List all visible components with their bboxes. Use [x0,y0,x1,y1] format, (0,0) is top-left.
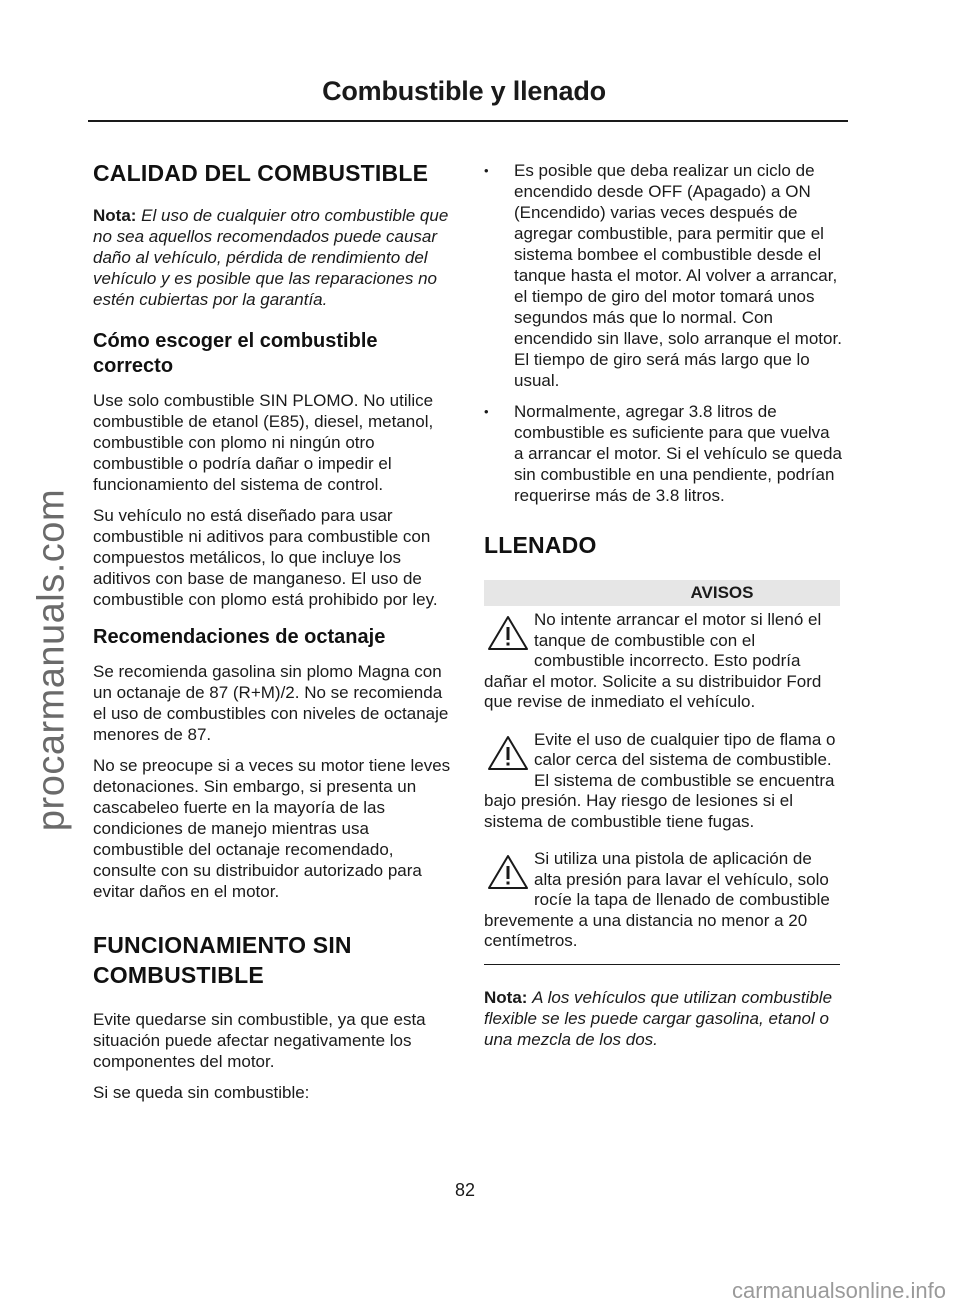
paragraph-sin-plomo: Use solo combustible SIN PLOMO. No utilice combustible de etanol (E85), diesel, metanol, combustible con plomo ni ningún otro combustible o podría dañar o impedir el funcionamiento del sistema de control. [93,391,434,494]
header-divider [88,120,848,122]
aviso-item [484,610,842,713]
page-number: 82 [454,1180,476,1200]
warning-triangle-icon [484,730,534,782]
paragraph-si-se-queda: Si se queda sin combustible: [93,1083,310,1102]
paragraph-detonaciones: No se preocupe si a veces su motor tiene leves detonaciones. Sin embargo, si presenta un cascabeleo fuerte en la mayoría de las condiciones de manejo mientras usa combustible del octanaje recomendado, consulte con su distribuidor autorizado para evitar daños en el motor. [93,756,451,901]
paragraph-aditivos: Su vehículo no está diseñado para usar combustible ni aditivos para combustible con compuestos metálicos, lo que incluye los aditivos con base de manganeso. El uso de combustible con plomo está prohibido por ley. [93,506,438,609]
side-watermark-text: procarmanuals.com [30,488,73,832]
bullet-ciclo-encendido: • Es posible que deba realizar un ciclo de encendido desde OFF (Apagado) a ON (Encendido) varias veces después de agregar combustible, para permitir que el sistema bombee el combustible desde el tanque hasta el motor. Al volver a arrancar, el tiempo de giro del motor tomará unos segundos más que lo normal. Con encendido sin llave, solo arranque el motor. El tiempo de giro será más largo que lo usual. [484,160,842,391]
heading-funcionamiento-line1: FUNCIONAMIENTO SIN [93,932,352,958]
paragraph-evite: Evite quedarse sin combustible, ya que esta situación puede afectar negativamente los componentes del motor. [93,1010,426,1071]
right-column [484,160,842,1050]
note-text: A los vehículos que utilizan combustible flexible se les puede cargar gasolina, etanol o una mezcla de los dos. [484,988,833,1049]
note-label: Nota: [93,206,142,225]
avisos-bar: AVISOS [484,580,840,606]
note-label: Nota: [484,988,533,1007]
note-flex-fuel [484,987,842,1050]
paragraph-magna: Se recomienda gasolina sin plomo Magna con un octanaje de 87 (R+M)/2. No se recomienda el uso de combustibles con niveles de octanaje menores de 87. [93,662,449,744]
aviso-text: Si utiliza una pistola de aplicación de alta presión para lavar el vehículo, solo rocíe la tapa de llenado de combustible brevemente a una distancia no menor a 20 centímetros. [484,849,830,950]
note-calidad [93,205,451,310]
aviso-text: Evite el uso de cualquier tipo de flama o calor cerca del sistema de combustible. El sistema de combustible se encuentra bajo presión. Hay riesgo de lesiones si el sistema de combustible tiene fugas. [484,729,836,831]
heading-calidad: CALIDAD DEL COMBUSTIBLE [93,160,429,186]
side-watermark [22,400,82,920]
note-text: El uso de cualquier otro combustible que no sea aquellos recomendados puede causar daño al vehículo, pérdida de rendimiento del vehículo y es posible que las reparaciones no estén cubiertas por la garantía. [93,206,449,309]
aviso-item [484,849,842,952]
heading-octanaje: Recomendaciones de octanaje [93,626,386,648]
left-column [93,158,451,1103]
heading-llenado: LLENADO [484,532,597,558]
warning-triangle-icon [484,610,534,662]
warning-triangle-icon [484,849,534,901]
heading-escoger: Cómo escoger el combustible correcto [93,330,378,377]
footer-watermark: carmanualsonline.info [731,1278,946,1303]
aviso-item [484,730,842,833]
heading-funcionamiento-line2: COMBUSTIBLE [93,962,264,988]
aviso-text: No intente arrancar el motor si llenó el tanque de combustible con el combustible incorrecto. Esto podría dañar el motor. Solicite a su distribuidor Ford que revise de inmediato el vehículo. [484,610,822,711]
avisos-end-divider [484,964,840,966]
bullet-litros: • Normalmente, agregar 3.8 litros de combustible es suficiente para que vuelva a arrancar el motor. Si el vehículo se queda sin combustible en una pendiente, podrían requerirse más de 3.8 litros. [484,401,842,506]
page-title: Combustible y llenado [322,76,606,106]
